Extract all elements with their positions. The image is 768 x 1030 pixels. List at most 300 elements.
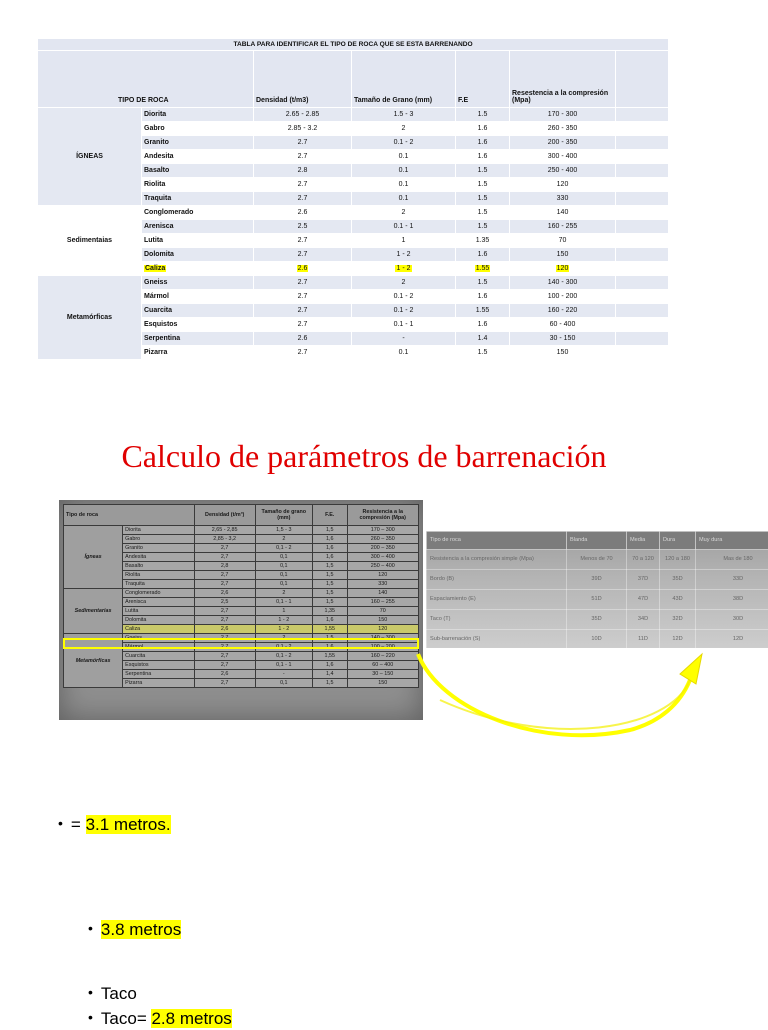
grain-cell [352,220,456,234]
fe-cell [456,150,510,164]
param-row [427,570,768,590]
density-cell [254,346,352,360]
param-cell: 35D [567,610,627,630]
cell-value: 1.55 [476,307,490,314]
param-row [427,590,768,610]
cell-value: 1.6 [478,321,488,328]
resistance-cell [510,234,616,248]
cell-value: 2.7 [298,251,308,258]
cell-value: 0.1 [399,153,409,160]
cell-value: 330 [557,195,569,202]
blasting-parameters-table-image [426,531,768,648]
param-cell: 12D [660,630,696,650]
photo-cell: Gabro [123,535,194,544]
photo-cell: Dolomita [123,616,194,625]
cell-value: 200 - 350 [548,139,578,146]
density-cell [254,318,352,332]
photo-cell: 1,4 [312,670,347,679]
photo-cell: 0,1 [255,679,312,688]
photo-cell: 150 [347,679,418,688]
photo-cell: 160 – 220 [347,652,418,661]
resistance-cell [510,136,616,150]
bullet-value-highlight: 3.8 metros [101,920,181,939]
photo-cell: 2,7 [194,634,255,643]
caliza-highlight-box [63,638,419,649]
printed-table-photo [59,500,423,720]
resistance-cell [510,150,616,164]
photo-cell: 200 – 350 [347,544,418,553]
photo-cell: 0,1 - 1 [255,661,312,670]
density-cell [254,304,352,318]
param-cell: 43D [660,590,696,610]
param-cell: 11D [627,630,660,650]
cell-value: Gabro [144,125,165,132]
bullet-text: Taco [101,984,137,1003]
photo-cell: 2,7 [194,679,255,688]
cell-value: 0.1 [399,349,409,356]
photo-cell: Andesita [123,553,194,562]
cell-value: 300 - 400 [548,153,578,160]
bullet-spacing [58,812,171,836]
cell-value: Areniscа [144,223,174,230]
cell-value: Lutita [144,237,163,244]
param-cell: 37D [627,570,660,590]
photo-cell: 2 [255,535,312,544]
grain-cell [352,304,456,318]
density-cell [254,220,352,234]
photo-cell: 0,1 [255,562,312,571]
density-cell [254,262,352,276]
highlighted-value: 1 - 2 [395,265,411,272]
photo-cell: 330 [347,580,418,589]
rock-name-cell [142,136,254,150]
param-cell: 34D [627,610,660,630]
rock-name-cell [142,108,254,122]
density-cell [254,206,352,220]
photo-cell: 1,6 [312,616,347,625]
photo-cell: 140 [347,589,418,598]
photo-cell: 2,6 [194,670,255,679]
param-cell: Bordo (B) [427,570,567,590]
cell-value: 150 [557,251,569,258]
grain-cell [352,234,456,248]
cell-value: 2.7 [298,279,308,286]
photo-cell: Granito [123,544,194,553]
cell-value: 1.5 [478,279,488,286]
cell-value: Esquistos [144,321,177,328]
grain-cell [352,206,456,220]
resistance-cell [510,220,616,234]
param-cell: 32D [660,610,696,630]
photo-cell: 1,6 [312,643,347,652]
photo-group-label: Metamórficas [64,634,123,688]
cell-value: 1.35 [476,237,490,244]
fe-cell [456,276,510,290]
photo-cell: 1,5 [312,589,347,598]
resistance-cell [510,122,616,136]
photo-cell: Basalto [123,562,194,571]
cell-value: 1.5 [478,181,488,188]
table-row [38,206,669,220]
cell-value: 140 [557,209,569,216]
cell-value: 160 - 220 [548,307,578,314]
cell-value: 2.7 [298,181,308,188]
cell-value: 150 [557,349,569,356]
photo-cell: 120 [347,571,418,580]
cell-value: 2.65 - 2.85 [286,111,319,118]
photo-cell: 2,7 [194,652,255,661]
photo-cell: 1,6 [312,553,347,562]
highlighted-value: 120 [556,265,570,272]
grain-cell [352,332,456,346]
bullet-dot-icon: • [88,1006,93,1028]
cell-value: 2 [402,279,406,286]
density-cell [254,136,352,150]
blasting-parameters-table [426,531,768,650]
density-cell [254,290,352,304]
rock-name-cell [142,220,254,234]
photo-cell: Caliza [123,625,194,634]
resistance-cell [510,276,616,290]
param-cell: Taco (T) [427,610,567,630]
photo-cell: Gneiss [123,634,194,643]
cell-value: Dolomita [144,251,174,258]
photo-cell: 1,6 [312,544,347,553]
cell-value: 1.5 [478,209,488,216]
rock-name-cell [142,248,254,262]
param-cell: 33D [696,570,768,590]
header-grain-size: Tamaño de Grano (mm) [352,51,456,108]
photo-cell: 250 – 400 [347,562,418,571]
photo-cell: 2,6 [194,625,255,634]
cell-value: 2.7 [298,195,308,202]
photo-header-grain: Tamaño de grano (mm) [255,505,312,526]
cell-value: 2.7 [298,237,308,244]
density-cell [254,234,352,248]
photo-cell: 2,65 - 2,85 [194,526,255,535]
fe-cell [456,220,510,234]
cell-value: Pizarra [144,349,167,356]
header-fe: F.E [456,51,510,108]
cell-value: 70 [559,237,567,244]
photo-cell: Riolita [123,571,194,580]
photo-cell: Lutita [123,607,194,616]
photo-cell: 2,7 [194,661,255,670]
photo-cell: Arenisca [123,598,194,607]
photo-cell: 1,5 [312,562,347,571]
resistance-cell [510,262,616,276]
grain-cell [352,290,456,304]
highlighted-value: 1.55 [475,265,491,272]
bullet-prefix: Taco= [101,1009,152,1028]
cell-value: 1.6 [478,139,488,146]
cell-value: 1.5 [478,223,488,230]
cell-value: 0.1 - 2 [394,307,414,314]
param-cell: 120 a 180 [660,550,696,570]
rock-name-cell [142,262,254,276]
photo-cell: 1,5 [312,598,347,607]
bullet-value-highlight: 3.1 metros. [86,815,171,834]
photo-table-row [64,526,419,535]
rock-identification-table [37,38,669,360]
photo-cell: 2,7 [194,643,255,652]
fe-cell [456,318,510,332]
cell-value: 0.1 - 1 [394,223,414,230]
density-cell [254,178,352,192]
cell-value: 2.7 [298,153,308,160]
photo-cell: 150 [347,616,418,625]
rock-name-cell [142,164,254,178]
photo-cell: 1,55 [312,652,347,661]
param-cell: 51D [567,590,627,610]
grain-cell [352,178,456,192]
photo-cell: Pizarra [123,679,194,688]
header-density: Densidad (t/m3) [254,51,352,108]
bullet-taco-value [88,1006,232,1030]
resistance-cell [510,192,616,206]
photo-cell: Cuarcita [123,652,194,661]
cell-value: 2 [402,209,406,216]
grain-cell [352,318,456,332]
photo-header-row [64,505,419,526]
param-cell: 10D [567,630,627,650]
cell-value: 0.1 - 1 [394,321,414,328]
fe-cell [456,178,510,192]
resistance-cell [510,108,616,122]
param-cell: 12D [696,630,768,650]
fe-cell [456,192,510,206]
cell-value: 2.85 - 3.2 [288,125,318,132]
table-title: TABLA PARA IDENTIFICAR EL TIPO DE ROCA QUE SE ESTA BARRENANDO [38,39,669,51]
photo-header-type: Tipo de roca [64,505,195,526]
fe-cell [456,206,510,220]
photo-cell: 2,5 [194,598,255,607]
cell-value: 140 - 300 [548,279,578,286]
param-cell: 35D [660,570,696,590]
header-resistance: Resestencia a la compresión (Mpa) [510,51,616,108]
fe-cell [456,164,510,178]
param-header-cell: Dura [660,532,696,550]
photo-cell: 2,85 - 3,2 [194,535,255,544]
param-header-cell: Muy dura [696,532,768,550]
cell-value: 60 - 400 [550,321,576,328]
rock-name-cell [142,304,254,318]
photo-cell: 0,1 - 2 [255,643,312,652]
curved-arrow-icon [380,640,720,750]
density-cell [254,150,352,164]
density-cell [254,248,352,262]
rock-name-cell [142,290,254,304]
cell-value: 250 - 400 [548,167,578,174]
cell-value: 2 [402,125,406,132]
bullet-dot-icon: • [88,981,93,1003]
photo-cell: 2 [255,589,312,598]
cell-value: 1 - 2 [396,251,410,258]
photo-cell: 0,1 - 1 [255,598,312,607]
photo-cell: Conglomerado [123,589,194,598]
cell-value: 1 [402,237,406,244]
cell-value: 1.5 [478,167,488,174]
photo-group-label: Sedimentarias [64,589,123,634]
rock-group-label: Metamórficas [38,276,142,360]
photo-cell: Serpentina [123,670,194,679]
cell-value: 2.6 [298,335,308,342]
cell-value: 2.7 [298,293,308,300]
cell-value: Andesita [144,153,174,160]
photo-cell: 1,5 [312,580,347,589]
cell-value: Serpentina [144,335,180,342]
photo-cell: 1,5 [312,526,347,535]
fe-cell [456,262,510,276]
photo-cell: 1,5 [312,679,347,688]
header-rock-type: TIPO DE ROCA [38,51,254,108]
photo-cell: 70 [347,607,418,616]
fe-cell [456,234,510,248]
resistance-cell [510,346,616,360]
photo-cell: 2,7 [194,544,255,553]
photo-cell: 2 [255,634,312,643]
table-row [38,108,669,122]
param-cell: 70 a 120 [627,550,660,570]
fe-cell [456,304,510,318]
density-cell [254,122,352,136]
cell-value: Cuarcita [144,307,172,314]
photo-cell: 1,5 [312,571,347,580]
cell-value: Gneiss [144,279,167,286]
photo-cell: 260 – 350 [347,535,418,544]
photo-cell: 0,1 [255,571,312,580]
photo-cell: 30 – 150 [347,670,418,679]
grain-cell [352,276,456,290]
photo-cell: 120 [347,625,418,634]
rock-name-cell [142,178,254,192]
resistance-cell [510,332,616,346]
rock-name-cell [142,346,254,360]
cell-value: 1.5 [478,349,488,356]
rock-name-cell [142,318,254,332]
photo-cell: 2,7 [194,571,255,580]
fe-cell [456,346,510,360]
rock-name-cell [142,192,254,206]
resistance-cell [510,290,616,304]
photo-cell: Mármol [123,643,194,652]
grain-cell [352,262,456,276]
photo-cell: 2,6 [194,589,255,598]
grain-cell [352,164,456,178]
bullet-taco-label [88,981,137,1005]
density-cell [254,276,352,290]
cell-value: 1.6 [478,251,488,258]
fe-cell [456,122,510,136]
resistance-cell [510,318,616,332]
cell-value: 1.6 [478,293,488,300]
bullet-dot-icon: • [58,812,63,834]
param-cell: 30D [696,610,768,630]
cell-value: 2.7 [298,139,308,146]
fe-cell [456,290,510,304]
highlighted-value: 2.6 [297,265,309,272]
cell-value: 1.4 [478,335,488,342]
param-row [427,610,768,630]
photo-rock-table [63,504,419,688]
cell-value: Riolita [144,181,165,188]
resistance-cell [510,206,616,220]
photo-cell: 160 – 255 [347,598,418,607]
resistance-cell [510,164,616,178]
grain-cell [352,108,456,122]
bullet-dot-icon: • [88,917,93,939]
cell-value: 2.8 [298,167,308,174]
grain-cell [352,150,456,164]
fe-cell [456,108,510,122]
cell-value: 260 - 350 [548,125,578,132]
resistance-cell [510,304,616,318]
cell-value: 30 - 150 [550,335,576,342]
rock-name-cell [142,332,254,346]
photo-cell: 1,55 [312,625,347,634]
cell-value: 2.6 [298,209,308,216]
photo-cell: 0,1 - 2 [255,544,312,553]
photo-cell: 1,5 [312,634,347,643]
cell-value: Granito [144,139,169,146]
cell-value: 2.7 [298,307,308,314]
cell-value: 2.7 [298,349,308,356]
grain-cell [352,192,456,206]
param-cell: Resistencia a la compresión simple (Mpa) [427,550,567,570]
density-cell [254,192,352,206]
cell-value: Diorita [144,111,166,118]
density-cell [254,164,352,178]
cell-value: 1.5 [478,195,488,202]
cell-value: 0.1 [399,167,409,174]
bullet-burden [88,917,181,941]
rock-group-label: ÍGNEAS [38,108,142,206]
grain-cell [352,346,456,360]
photo-cell: 2,7 [194,553,255,562]
resistance-cell [510,248,616,262]
param-header-row [427,532,768,550]
cell-value: 100 - 200 [548,293,578,300]
bullet-value-highlight: 2.8 metros [151,1009,231,1028]
density-cell [254,332,352,346]
table-row [38,276,669,290]
photo-group-label: Ígneas [64,526,123,589]
rock-name-cell [142,276,254,290]
photo-cell: - [255,670,312,679]
param-cell: Sub-barrenación (S) [427,630,567,650]
param-header-cell: Media [627,532,660,550]
photo-header-resistance: Resistencia a la compresión (Mpa) [347,505,418,526]
cell-value: 1.6 [478,125,488,132]
param-cell: 38D [696,590,768,610]
param-cell: 47D [627,590,660,610]
photo-cell: 1,35 [312,607,347,616]
photo-cell: 0,1 [255,580,312,589]
rock-name-cell [142,234,254,248]
grain-cell [352,136,456,150]
cell-value: 170 - 300 [548,111,578,118]
fe-cell [456,332,510,346]
photo-cell: 170 – 300 [347,526,418,535]
photo-cell: 2,7 [194,607,255,616]
photo-header-density: Densidad (t/m³) [194,505,255,526]
photo-cell: 100 – 200 [347,643,418,652]
photo-cell: 1 - 2 [255,616,312,625]
cell-value: Traquita [144,195,171,202]
table-header-row [38,51,669,108]
page-heading: Calculo de parámetros de barrenación [0,438,728,475]
photo-cell: 2,8 [194,562,255,571]
